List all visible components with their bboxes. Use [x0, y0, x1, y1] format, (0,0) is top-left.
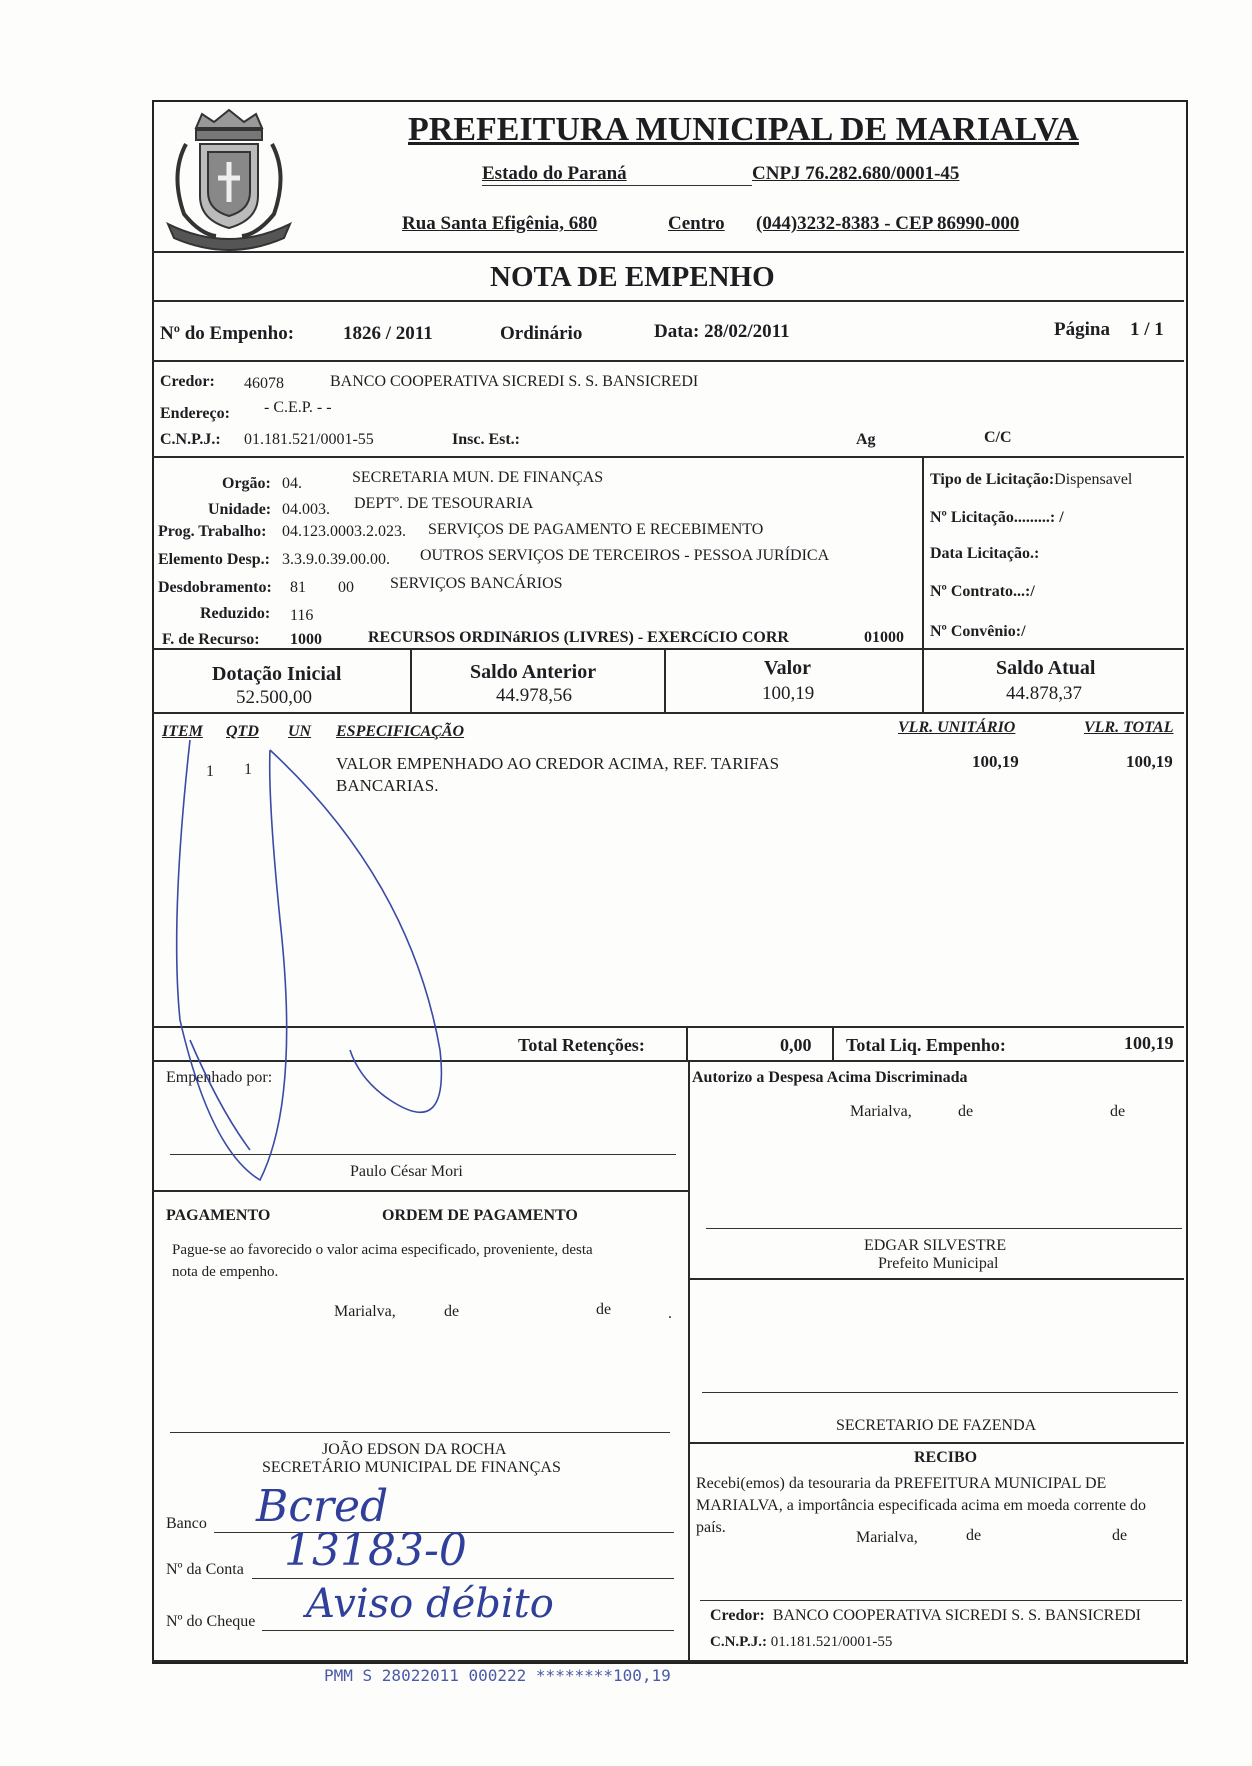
- ordem-pagamento-label: ORDEM DE PAGAMENTO: [382, 1207, 578, 1224]
- licitacao-date: Data Licitação.:: [930, 545, 1040, 562]
- banco-handwritten: Bcred: [256, 1481, 389, 1532]
- page-number: 1 / 1: [1130, 319, 1164, 340]
- header-cnpj: CNPJ 76.282.680/0001-45: [752, 163, 960, 184]
- dotacao-value: 52.500,00: [236, 687, 312, 708]
- state-underline: [482, 185, 752, 186]
- recibo-city: Marialva,: [856, 1529, 918, 1546]
- secretario-name: JOÃO EDSON DA ROCHA: [322, 1441, 507, 1458]
- recibo-credor-name: BANCO COOPERATIVA SICREDI S. S. BANSICREDI: [772, 1607, 1142, 1624]
- secretario-signature-line: [170, 1432, 670, 1433]
- recibo-cnpj-value: 01.181.521/0001-55: [770, 1634, 893, 1650]
- endereco-value: - C.E.P. - -: [264, 399, 332, 416]
- prog-code: 04.123.0003.2.023.: [282, 523, 406, 540]
- conta-handwritten: 13183-0: [284, 1525, 467, 1576]
- cheque-label: Nº do Cheque: [166, 1613, 256, 1630]
- unidade-code: 04.003.: [282, 501, 330, 518]
- liq-empenho-label: Total Liq. Empenho:: [846, 1035, 1006, 1055]
- pagamento-city: Marialva,: [334, 1303, 396, 1320]
- recibo-de1: de: [966, 1527, 982, 1544]
- desdobramento-name: SERVIÇOS BANCÁRIOS: [390, 575, 563, 592]
- orgao-name: SECRETARIA MUN. DE FINANÇAS: [352, 469, 604, 486]
- insc-est-label: Insc. Est.:: [452, 431, 521, 448]
- rule: [688, 1060, 690, 1660]
- header-district: Centro: [668, 213, 725, 234]
- empenhado-label: Empenhado por:: [166, 1069, 273, 1086]
- tipo-licitacao-label: [930, 470, 1132, 490]
- autorizo-city: Marialva,: [850, 1103, 912, 1120]
- elemento-name: OUTROS SERVIÇOS DE TERCEIROS - PESSOA JURÍDICA: [420, 547, 830, 564]
- recibo-cnpj: [710, 1632, 892, 1652]
- cc-label: C/C: [984, 429, 1012, 446]
- empenho-label: Nº do Empenho:: [160, 323, 295, 344]
- rule: [922, 648, 924, 712]
- prefeito-name: EDGAR SILVESTRE: [864, 1237, 1007, 1254]
- reduzido-label: Reduzido:: [200, 605, 271, 622]
- fonte-num: 01000: [864, 629, 904, 646]
- recibo-de2: de: [1112, 1527, 1128, 1544]
- col-vlr-unit: VLR. UNITÁRIO: [898, 719, 1016, 736]
- empenho-date: Data: 28/02/2011: [654, 321, 790, 342]
- pagamento-de2: de: [596, 1301, 612, 1318]
- credor-code: 46078: [244, 375, 284, 392]
- prog-name: SERVIÇOS DE PAGAMENTO E RECEBIMENTO: [428, 521, 764, 538]
- fonte-name: RECURSOS ORDINáRIOS (LIVRES) - EXERCíCIO CORR: [368, 629, 789, 646]
- empenho-number: 1826 / 2011: [343, 323, 433, 344]
- rule: [688, 1442, 1184, 1444]
- saldo-anterior-label: Saldo Anterior: [470, 661, 597, 683]
- item-vlr-total: 100,19: [1126, 752, 1173, 771]
- credor-name: BANCO COOPERATIVA SICREDI S. S. BANSICREDI: [330, 373, 699, 390]
- dotacao-label: Dotação Inicial: [212, 663, 342, 685]
- rule: [152, 1190, 688, 1192]
- cheque-line: [262, 1630, 674, 1631]
- bottom-stamp: PMM S 28022011 000222 ********100,19: [324, 1666, 671, 1685]
- empenhado-name: Paulo César Mori: [350, 1163, 463, 1180]
- recibo-line3: país.: [696, 1519, 726, 1536]
- pagamento-label: PAGAMENTO: [166, 1207, 271, 1224]
- secretario-fazenda: SECRETARIO DE FAZENDA: [836, 1417, 1037, 1434]
- recibo-signature-line: [700, 1600, 1182, 1601]
- recibo-line2: MARIALVA, a importância especificada acima em moeda corrente do: [696, 1497, 1147, 1514]
- endereco-label: Endereço:: [160, 405, 230, 422]
- rule: [410, 648, 412, 712]
- rule: [152, 300, 1184, 302]
- header-address: Rua Santa Efigênia, 680: [402, 213, 598, 234]
- pagamento-dot: .: [668, 1305, 672, 1322]
- col-vlr-total: VLR. TOTAL: [1084, 719, 1174, 736]
- rule: [688, 1278, 1184, 1280]
- fonte-code: 1000: [290, 631, 322, 648]
- recibo-title: RECIBO: [914, 1449, 978, 1466]
- recibo-line1: Recebi(emos) da tesouraria da PREFEITURA MUNICIPAL DE: [696, 1475, 1107, 1492]
- credor-cnpj-label: C.N.P.J.:: [160, 431, 221, 448]
- pagamento-text2: nota de empenho.: [172, 1264, 279, 1280]
- rule: [664, 648, 666, 712]
- col-spec: ESPECIFICAÇÃO: [336, 723, 465, 740]
- handwritten-signature: [150, 720, 470, 1190]
- header-title: PREFEITURA MUNICIPAL DE MARIALVA: [408, 111, 1079, 148]
- recibo-cnpj-label: C.N.P.J.:: [710, 1634, 767, 1650]
- rule: [832, 1026, 834, 1062]
- unidade-name: DEPTº. DE TESOURARIA: [354, 495, 534, 512]
- desdobramento-code2: 00: [338, 579, 354, 596]
- credor-cnpj: 01.181.521/0001-55: [244, 431, 374, 448]
- desdobramento-label: Desdobramento:: [158, 579, 272, 596]
- coat-of-arms-logo: [156, 104, 302, 254]
- secretario-role: SECRETÁRIO MUNICIPAL DE FINANÇAS: [262, 1459, 561, 1476]
- header-state: Estado do Paraná: [482, 163, 627, 184]
- recibo-credor-label: Credor:: [710, 1607, 765, 1624]
- tipo-licitacao-label-text: Tipo de Licitação:: [930, 471, 1055, 488]
- unidade-label: Unidade:: [208, 501, 272, 518]
- secretario-fazenda-signature-line: [702, 1392, 1178, 1393]
- retencoes-value: 0,00: [780, 1035, 812, 1055]
- conta-line: [252, 1578, 674, 1579]
- col-item: ITEM: [162, 723, 203, 740]
- rule: [152, 251, 1184, 253]
- autorizo-label: Autorizo a Despesa Acima Discriminada: [692, 1069, 968, 1086]
- licitacao-number: Nº Licitação.........: /: [930, 509, 1064, 526]
- contrato-number: Nº Contrato...:/: [930, 583, 1035, 600]
- rule: [152, 456, 1184, 458]
- orgao-label: Orgão:: [222, 475, 271, 492]
- rule: [152, 648, 1184, 650]
- saldo-atual-label: Saldo Atual: [996, 657, 1096, 679]
- rule: [686, 1026, 688, 1062]
- item-qtd: 1: [244, 761, 252, 778]
- orgao-code: 04.: [282, 475, 302, 492]
- elemento-label: Elemento Desp.:: [158, 551, 270, 568]
- header-phone-cep: (044)3232-8383 - CEP 86990-000: [756, 213, 1020, 234]
- pagamento-text1: Pague-se ao favorecido o valor acima especificado, proveniente, desta: [172, 1242, 593, 1258]
- elemento-code: 3.3.9.0.39.00.00.: [282, 551, 390, 568]
- doc-title: NOTA DE EMPENHO: [490, 261, 775, 293]
- rule: [922, 456, 924, 648]
- prefeito-signature-line: [706, 1228, 1182, 1229]
- item-spec-line2: BANCARIAS.: [336, 776, 439, 795]
- item-vlr-unit: 100,19: [972, 752, 1019, 771]
- saldo-anterior-value: 44.978,56: [496, 685, 572, 706]
- convenio-number: Nº Convênio:/: [930, 623, 1026, 640]
- autorizo-de1: de: [958, 1103, 974, 1120]
- page-label: Página: [1054, 319, 1110, 340]
- item-number: 1: [206, 763, 214, 780]
- item-spec-line1: VALOR EMPENHADO AO CREDOR ACIMA, REF. TARIFAS: [336, 754, 780, 773]
- valor-label: Valor: [764, 657, 812, 679]
- rule: [152, 712, 1184, 714]
- conta-label: Nº da Conta: [166, 1561, 244, 1578]
- ag-label: Ag: [856, 431, 876, 448]
- recibo-credor: [710, 1606, 1141, 1626]
- liq-empenho-value: 100,19: [1124, 1033, 1174, 1053]
- empenho-type: Ordinário: [500, 323, 583, 344]
- retencoes-label: Total Retenções:: [518, 1035, 645, 1055]
- fonte-label: F. de Recurso:: [162, 631, 260, 648]
- autorizo-de2: de: [1110, 1103, 1126, 1120]
- tipo-licitacao-value: Dispensavel: [1054, 471, 1133, 488]
- credor-label: Credor:: [160, 373, 215, 390]
- prefeito-role: Prefeito Municipal: [878, 1255, 999, 1272]
- valor-value: 100,19: [762, 683, 815, 704]
- banco-label: Banco: [166, 1515, 207, 1532]
- saldo-atual-value: 44.878,37: [1006, 683, 1082, 704]
- pagamento-de1: de: [444, 1303, 460, 1320]
- col-qtd: QTD: [226, 723, 259, 740]
- cheque-handwritten: Aviso débito: [306, 1581, 554, 1627]
- col-un: UN: [288, 723, 312, 740]
- desdobramento-code1: 81: [290, 579, 306, 596]
- prog-label: Prog. Trabalho:: [158, 523, 267, 540]
- rule: [152, 360, 1184, 362]
- reduzido-value: 116: [290, 607, 314, 624]
- rule: [152, 1660, 1184, 1662]
